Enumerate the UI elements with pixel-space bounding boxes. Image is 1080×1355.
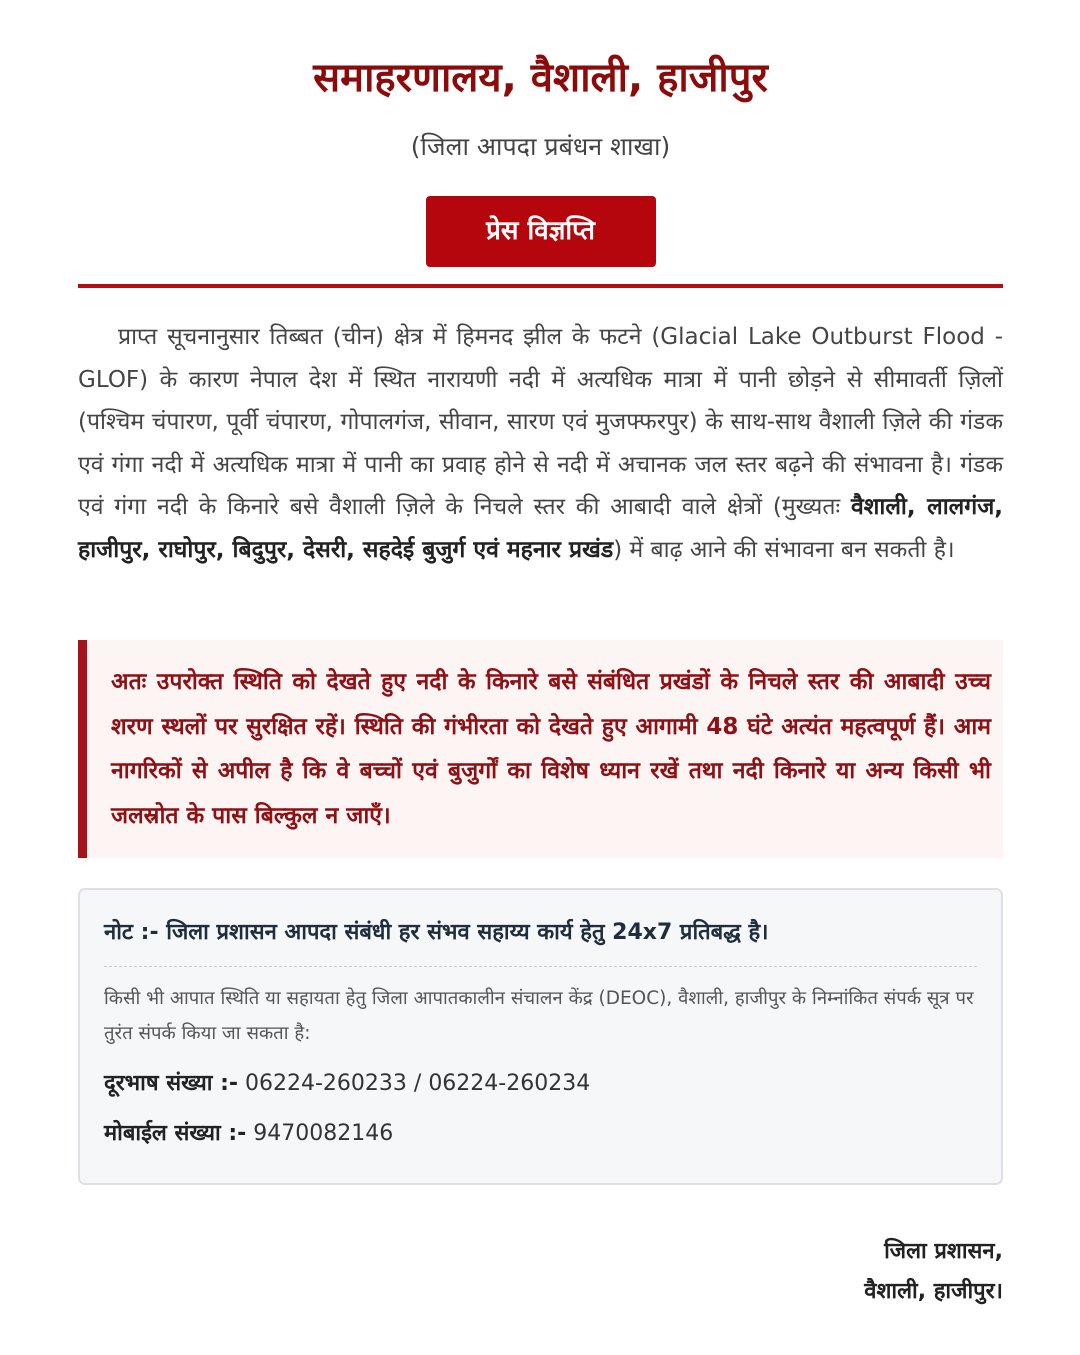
phone-label: दूरभाष संख्या :- (104, 1071, 239, 1096)
phone-contact (104, 1067, 977, 1101)
intro-text-part1: प्राप्त सूचनानुसार तिब्बत (चीन) क्षेत्र में हिमनद झील के फटने (Glacial Lake Outburst Flood - GLOF) के कारण नेपाल देश में स्थित नारायणी नदी में अत्यधिक मात्रा में पानी छोड़ने से सीमावर्ती ज़िलों (पश्चिम चंपारण, पूर्वी चंपारण, गोपालगंज, सीवान, सारण एवं मुजफ्फरपुर) के साथ-साथ वैशाली ज़िले की गंडक एवं गंगा नदी में अत्यधिक मात्रा में पानी का प्रवाह होने से नदी में अचानक जल स्तर बढ़ने की संभावना है। गंडक एवं गंगा नदी के किनारे बसे वैशाली ज़िले के निचले स्तर की आबादी वाले क्षेत्रों (मुख्यतः (78, 324, 1003, 520)
mobile-number[interactable]: 9470082146 (246, 1121, 394, 1146)
note-heading: नोट :- जिला प्रशासन आपदा संबंधी हर संभव सहाय्य कार्य हेतु 24x7 प्रतिबद्ध है। (104, 920, 769, 945)
mobile-label: मोबाईल संख्या :- (104, 1121, 247, 1146)
intro-text-part2: ) में बाढ़ आने की संभावना बन सकती है। (613, 536, 955, 563)
page-title: समाहरणालय, वैशाली, हाजीपुर (313, 55, 768, 101)
note-divider (104, 966, 977, 967)
intro-paragraph (78, 316, 1003, 571)
alert-text: अतः उपरोक्त स्थिति को देखते हुए नदी के किनारे बसे संबंधित प्रखंडों के निचले स्तर की आबादी उच्च शरण स्थलों पर सुरक्षित रहें। स्थिति की गंभीरता को देखते हुए आगामी 48 घंटे अत्यंत महत्वपूर्ण हैं। आम नागरिकों से अपील है कि वे बच्चों एवं बुजुर्गों का विशेष ध्यान रखें तथा नदी किनारे या अन्य किसी भी जलस्रोत के पास बिल्कुल न जाएँ। (111, 669, 991, 829)
department-subtitle: (जिला आपदा प्रबंधन शाखा) (410, 132, 671, 161)
note-body: किसी भी आपात स्थिति या सहायता हेतु जिला आपातकालीन संचालन केंद्र (DEOC), वैशाली, हाजीपुर के निम्नांकित संपर्क सूत्र पर तुरंत संपर्क किया जा सकता है: (104, 988, 974, 1044)
alert-callout (78, 640, 1003, 858)
badge-container (78, 196, 1003, 267)
signature-line-2: वैशाली, हाजीपुर। (864, 1279, 1003, 1304)
press-release-badge: प्रेस विज्ञप्ति (426, 196, 656, 267)
header-divider (78, 284, 1003, 288)
note-box (78, 888, 1003, 1185)
phone-number[interactable]: 06224-260233 / 06224-260234 (238, 1071, 591, 1096)
mobile-contact (104, 1117, 977, 1151)
affected-blocks: वैशाली, लालगंज, हाजीपुर, राघोपुर, बिदुपुर, देसरी, सहदेई बुजुर्ग एवं महनार प्रखंड (78, 494, 1004, 563)
signature-block (78, 1232, 1003, 1312)
signature-line-1: जिला प्रशासन, (884, 1239, 1003, 1264)
